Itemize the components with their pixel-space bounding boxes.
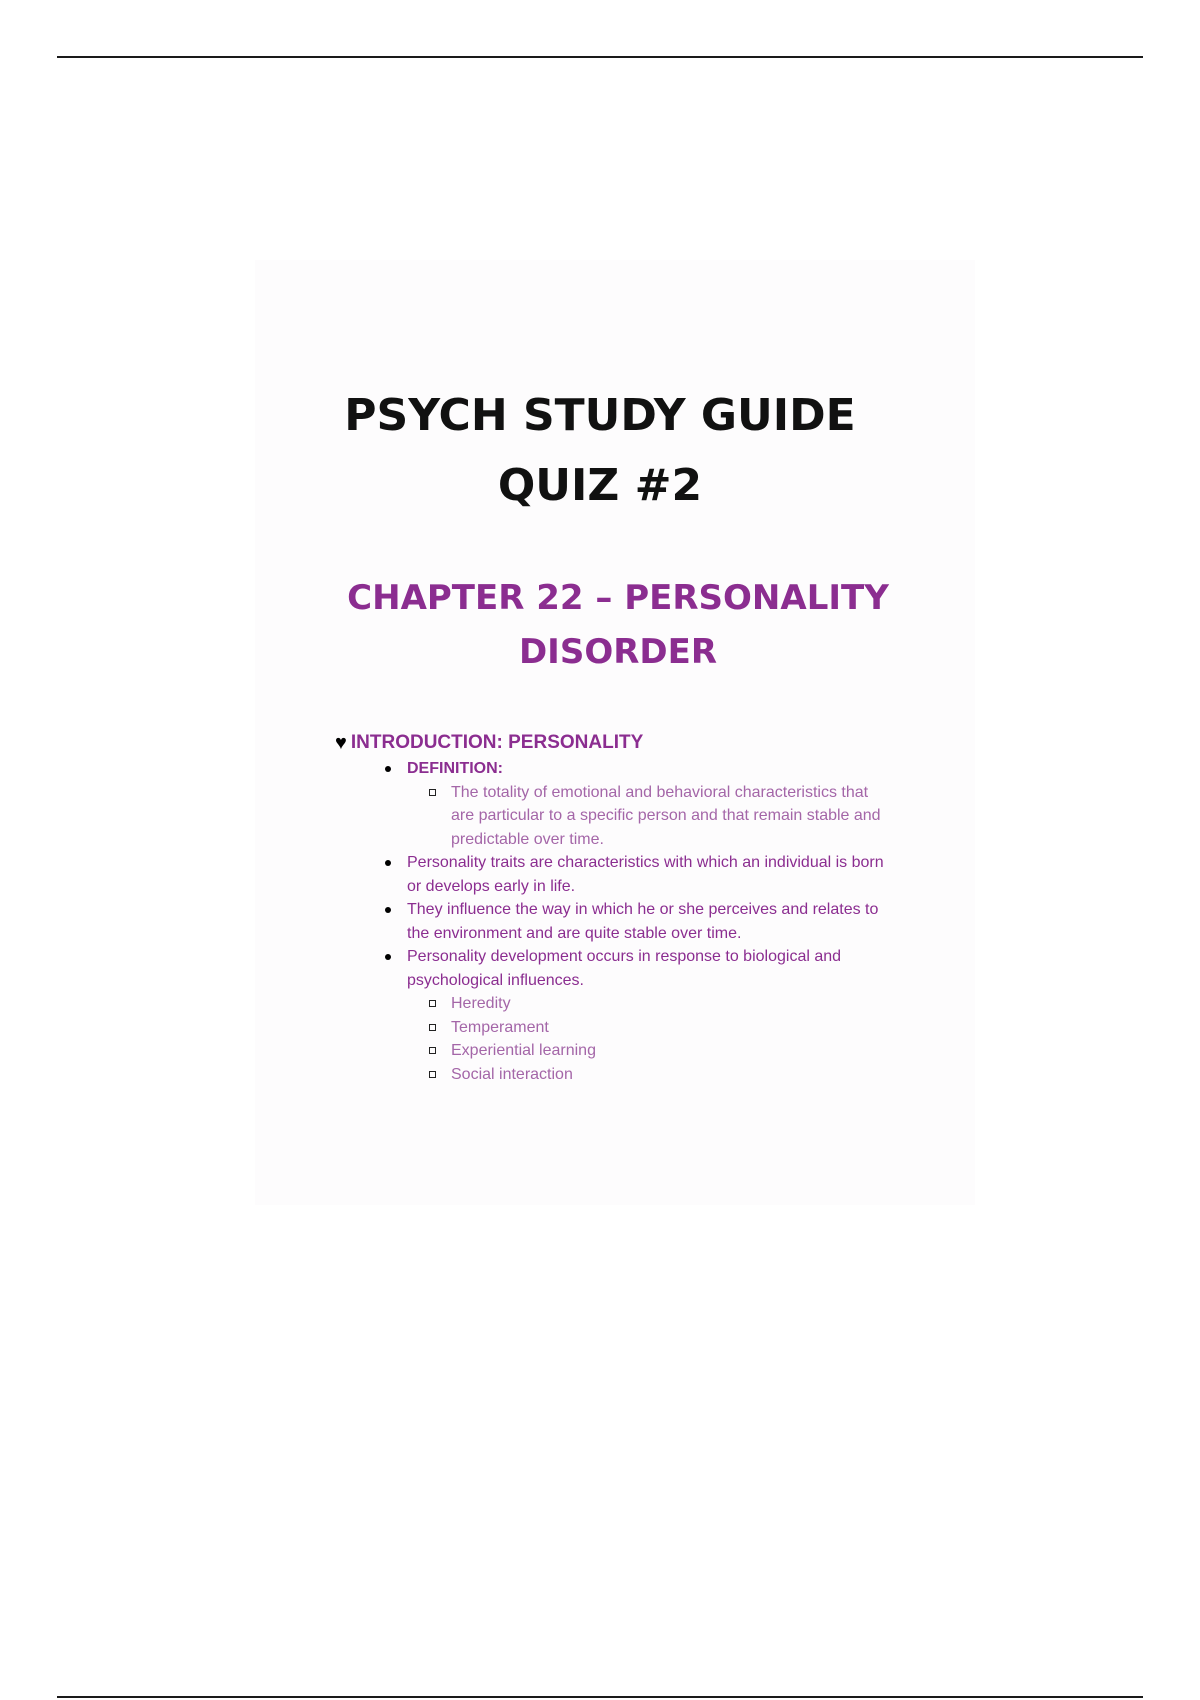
section-heading	[335, 729, 895, 757]
sub-list-item: Temperament	[427, 1016, 895, 1040]
section-introduction	[335, 729, 895, 1086]
sub-list-item: Social interaction	[427, 1063, 895, 1087]
list-item-text: Personality development occurs in response to biological and psychological influences.	[407, 948, 842, 989]
list-item: They influence the way in which he or she perceives and relates to the environment and are quite stable over time.	[383, 898, 895, 945]
sub-list-item: Heredity	[427, 992, 895, 1016]
chapter-line-2: DISORDER	[518, 632, 718, 672]
list-item-definition	[383, 757, 895, 851]
top-rule	[57, 56, 1143, 58]
bullet-list	[335, 757, 895, 1086]
sub-list-item: Experiential learning	[427, 1039, 895, 1063]
influences-sublist	[407, 992, 895, 1086]
definition-text: The totality of emotional and behavioral characteristics that are particular to a specific person and that remain stable and predictable over time.	[427, 781, 895, 852]
definition-sublist	[407, 781, 895, 852]
bottom-rule	[57, 1696, 1143, 1698]
heart-icon: ♥	[335, 732, 347, 754]
chapter-line-1: CHAPTER 22 – PERSONALITY	[347, 578, 889, 618]
title-line-1: PSYCH STUDY GUIDE	[344, 390, 856, 441]
chapter-heading	[0, 571, 1200, 679]
list-item-development	[383, 945, 895, 1086]
section-heading-text: INTRODUCTION: PERSONALITY	[350, 732, 644, 753]
title-line-2: QUIZ #2	[497, 460, 703, 511]
page-title	[0, 381, 1200, 521]
list-item: Personality traits are characteristics with which an individual is born or develops early in life.	[383, 851, 895, 898]
definition-label: DEFINITION:	[407, 760, 503, 777]
